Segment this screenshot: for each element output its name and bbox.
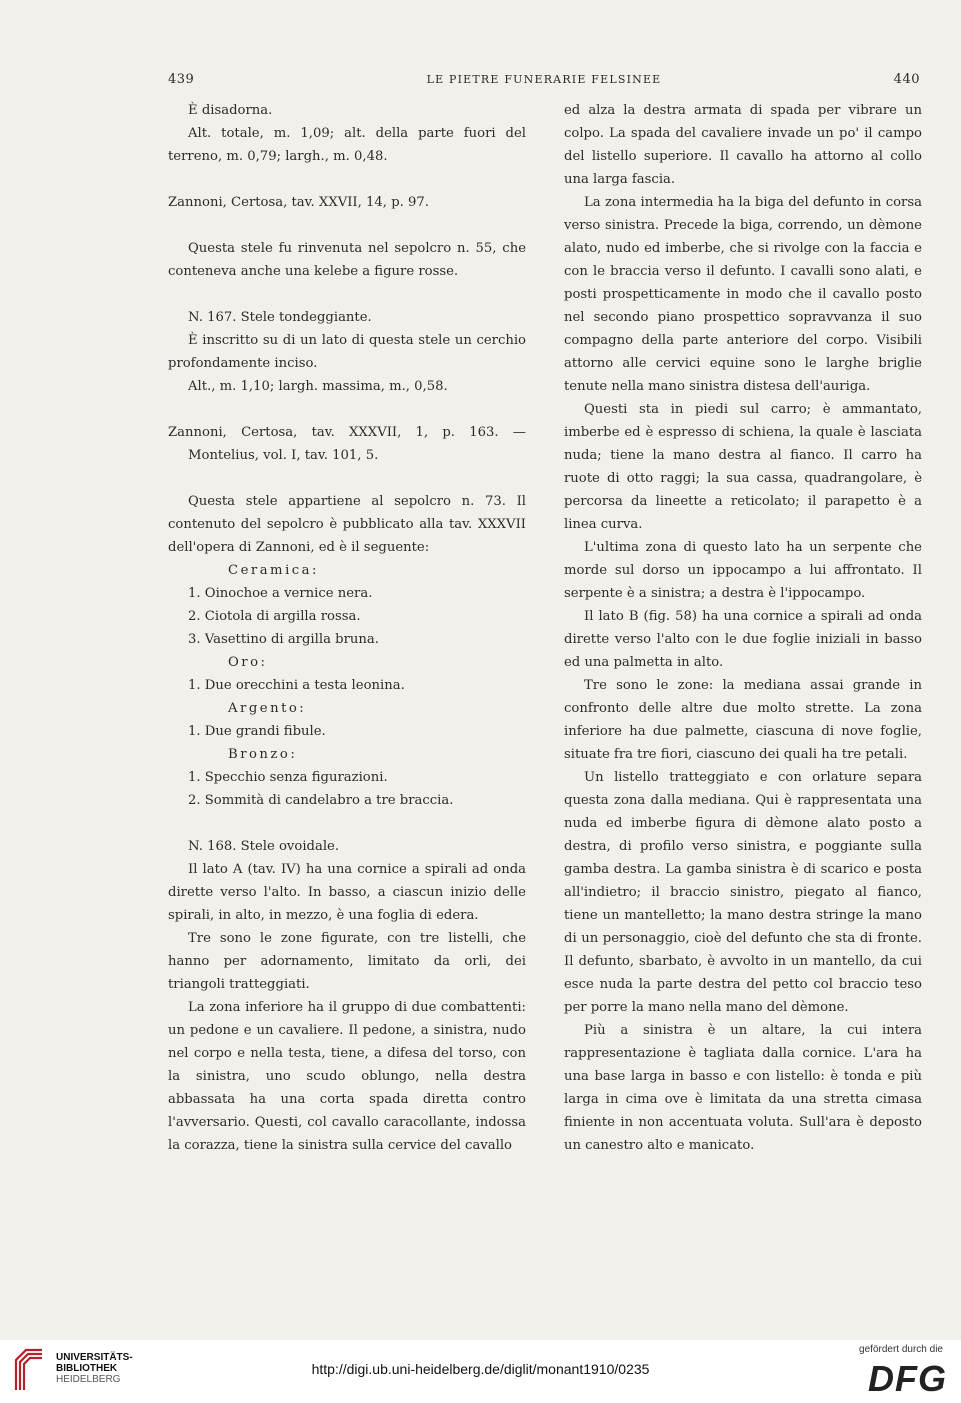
source-url-link[interactable]: http://digi.ub.uni-heidelberg.de/diglit/monant1910/0235 — [311, 1361, 650, 1377]
paragraph: Alt. totale, m. 1,09; alt. della parte fuori del terreno, m. 0,79; largh., m. 0,48. — [168, 126, 526, 164]
list-subheading: Argento: — [228, 701, 307, 716]
paragraph: Tre sono le zone figurate, con tre listelli, che hanno per adornamento, limitato da orli, dei triangoli tratteggiati. — [168, 931, 526, 992]
paragraph: ed alza la destra armata di spada per vibrare un colpo. La spada del cavaliere invade un po' il campo del listello superiore. Il cavallo ha attorno al collo una larga fascia. — [564, 103, 922, 187]
paragraph: Zannoni, Certosa, tav. XXVII, 14, p. 97. — [168, 195, 429, 210]
paragraph: È disadorna. — [188, 103, 273, 118]
right-text-column — [564, 99, 922, 1157]
paragraph: Questi sta in piedi sul carro; è ammantato, imberbe ed è espresso di schiena, la quale è lasciata nuda; tiene la mano destra al fianco. Il carro ha ruote di otto raggi; la sua cassa, quadrangolare, è percorsa da lineette a reticolato; il parapetto è a linea curva. — [564, 402, 922, 532]
list-item: 2. Sommità di candelabro a tre braccia. — [188, 793, 454, 808]
reference: Zannoni, Certosa, tav. XXXVII, 1, p. 163. — Montelius, vol. I, tav. 101, 5. — [168, 425, 526, 463]
paragraph: È inscritto su di un lato di questa stele un cerchio profondamente inciso. — [168, 333, 526, 371]
list-item: 1. Oinochoe a vernice nera. — [188, 586, 373, 601]
paragraph: Più a sinistra è un altare, la cui intera rappresentazione è tagliata dalla cornice. L'ara ha una base larga in basso e con listello: è tonda e più larga in cima ove è limitata da una stretta cimasa finiente in non accentuata voluta. Sull'ara è deposto un canestro alto e manicato. — [564, 1023, 922, 1153]
paragraph: Questa stele fu rinvenuta nel sepolcro n. 55, che conteneva anche una kelebe a figure rosse. — [168, 241, 526, 279]
blank-line — [168, 812, 526, 835]
list-item: 1. Specchio senza figurazioni. — [188, 770, 388, 785]
left-text-column — [168, 99, 526, 1157]
page-header — [168, 72, 920, 92]
list-item: 1. Due orecchini a testa leonina. — [188, 678, 405, 693]
paragraph: Un listello tratteggiato e con orlature separa questa zona dalla mediana. Qui è rappresentata una nuda ed imberbe figura di dèmone alato posto a destra, di profilo verso sinistra, e poggiante sulla gamba destra. La gamba sinistra è di scarico e posta all'indietro; il braccio sinistro, piegato al fianco, tiene un mantelletto; la mano destra stringe la mano di un personaggio, cioè del defunto che sta di fronte. Il defunto, sbarbato, è avvolto in un mantello, da cui esce nuda la parte destra del petto col braccio teso per porre la mano nella mano del dèmone. — [564, 770, 922, 1015]
blank-line — [168, 398, 526, 421]
paragraph: Il lato A (tav. IV) ha una cornice a spirali ad onda dirette verso l'alto. In basso, a ciascun inizio delle spirali, in alto, in mezzo, è una foglia di edera. — [168, 862, 526, 923]
funding-note: gefördert durch die — [859, 1344, 943, 1355]
paragraph: La zona intermedia ha la biga del defunto in corsa verso sinistra. Precede la biga, correndo, un dèmone alato, nudo ed imberbe, che si rivolge con la faccia e con le braccia verso il defunto. I cavalli sono alati, e posti prospetticamente in modo che il cavallo posto nel secondo piano prospettico sopravvanza il suo compagno della parte anteriore del corpo. Visibili attorno alle cervici equine sono le larghe briglie tenute nella mano sinistra distesa dell'auriga. — [564, 195, 922, 394]
paragraph: L'ultima zona di questo lato ha un serpente che morde sul dorso un ippocampo a lui affrontato. Il serpente è a sinistra; a destra è l'ippocampo. — [564, 540, 922, 601]
library-name-line: UNIVERSITÄTS- — [56, 1352, 133, 1363]
list-subheading: Ceramica: — [228, 563, 319, 578]
list-item: 3. Vasettino di argilla bruna. — [188, 632, 379, 647]
blank-line — [168, 168, 526, 191]
paragraph: Tre sono le zone: la mediana assai grande in confronto delle altre due molto strette. La zona inferiore ha due palmette, ciascuna di nove foglie, situate fra tre fiori, ciascuno dei quali ha tre petali. — [564, 678, 922, 762]
list-subheading: Oro: — [228, 655, 268, 670]
blank-line — [168, 283, 526, 306]
entry-heading-168: N. 168. Stele ovoidale. — [188, 839, 340, 854]
paragraph: Il lato B (fig. 58) ha una cornice a spirali ad onda dirette verso l'alto con le due foglie iniziali in basso ed una palmetta in alto. — [564, 609, 922, 670]
blank-line — [168, 214, 526, 237]
paragraph: La zona inferiore ha il gruppo di due combattenti: un pedone e un cavaliere. Il pedone, a sinistra, nudo nel corpo e nella testa, tiene, a difesa del torso, con la sinistra, uno scudo oblungo, nella destra abbassata ha una corta spada diretta contro l'avversario. Questi, col cavallo caracollante, indossa la corazza, tiene la sinistra sulla cervice del cavallo — [168, 1000, 526, 1153]
blank-line — [168, 467, 526, 490]
paragraph: Alt., m. 1,10; largh. massima, m., 0,58. — [188, 379, 448, 394]
dfg-logo: DFG — [868, 1358, 947, 1399]
running-title: LE PIETRE FUNERARIE FELSINEE — [426, 73, 662, 86]
paragraph: Questa stele appartiene al sepolcro n. 73. Il contenuto del sepolcro è pubblicato alla tav. XXXVII dell'opera di Zannoni, ed è il seguente: — [168, 494, 526, 555]
list-subheading: Bronzo: — [228, 747, 298, 762]
entry-heading-167: N. 167. Stele tondeggiante. — [188, 310, 372, 325]
page-number-left: 439 — [168, 72, 195, 87]
library-name-line: BIBLIOTHEK — [56, 1363, 118, 1374]
list-item: 1. Due grandi fibule. — [188, 724, 326, 739]
page-number-right: 440 — [893, 72, 920, 87]
library-name-line: HEIDELBERG — [56, 1374, 121, 1385]
list-item: 2. Ciotola di argilla rossa. — [188, 609, 361, 624]
